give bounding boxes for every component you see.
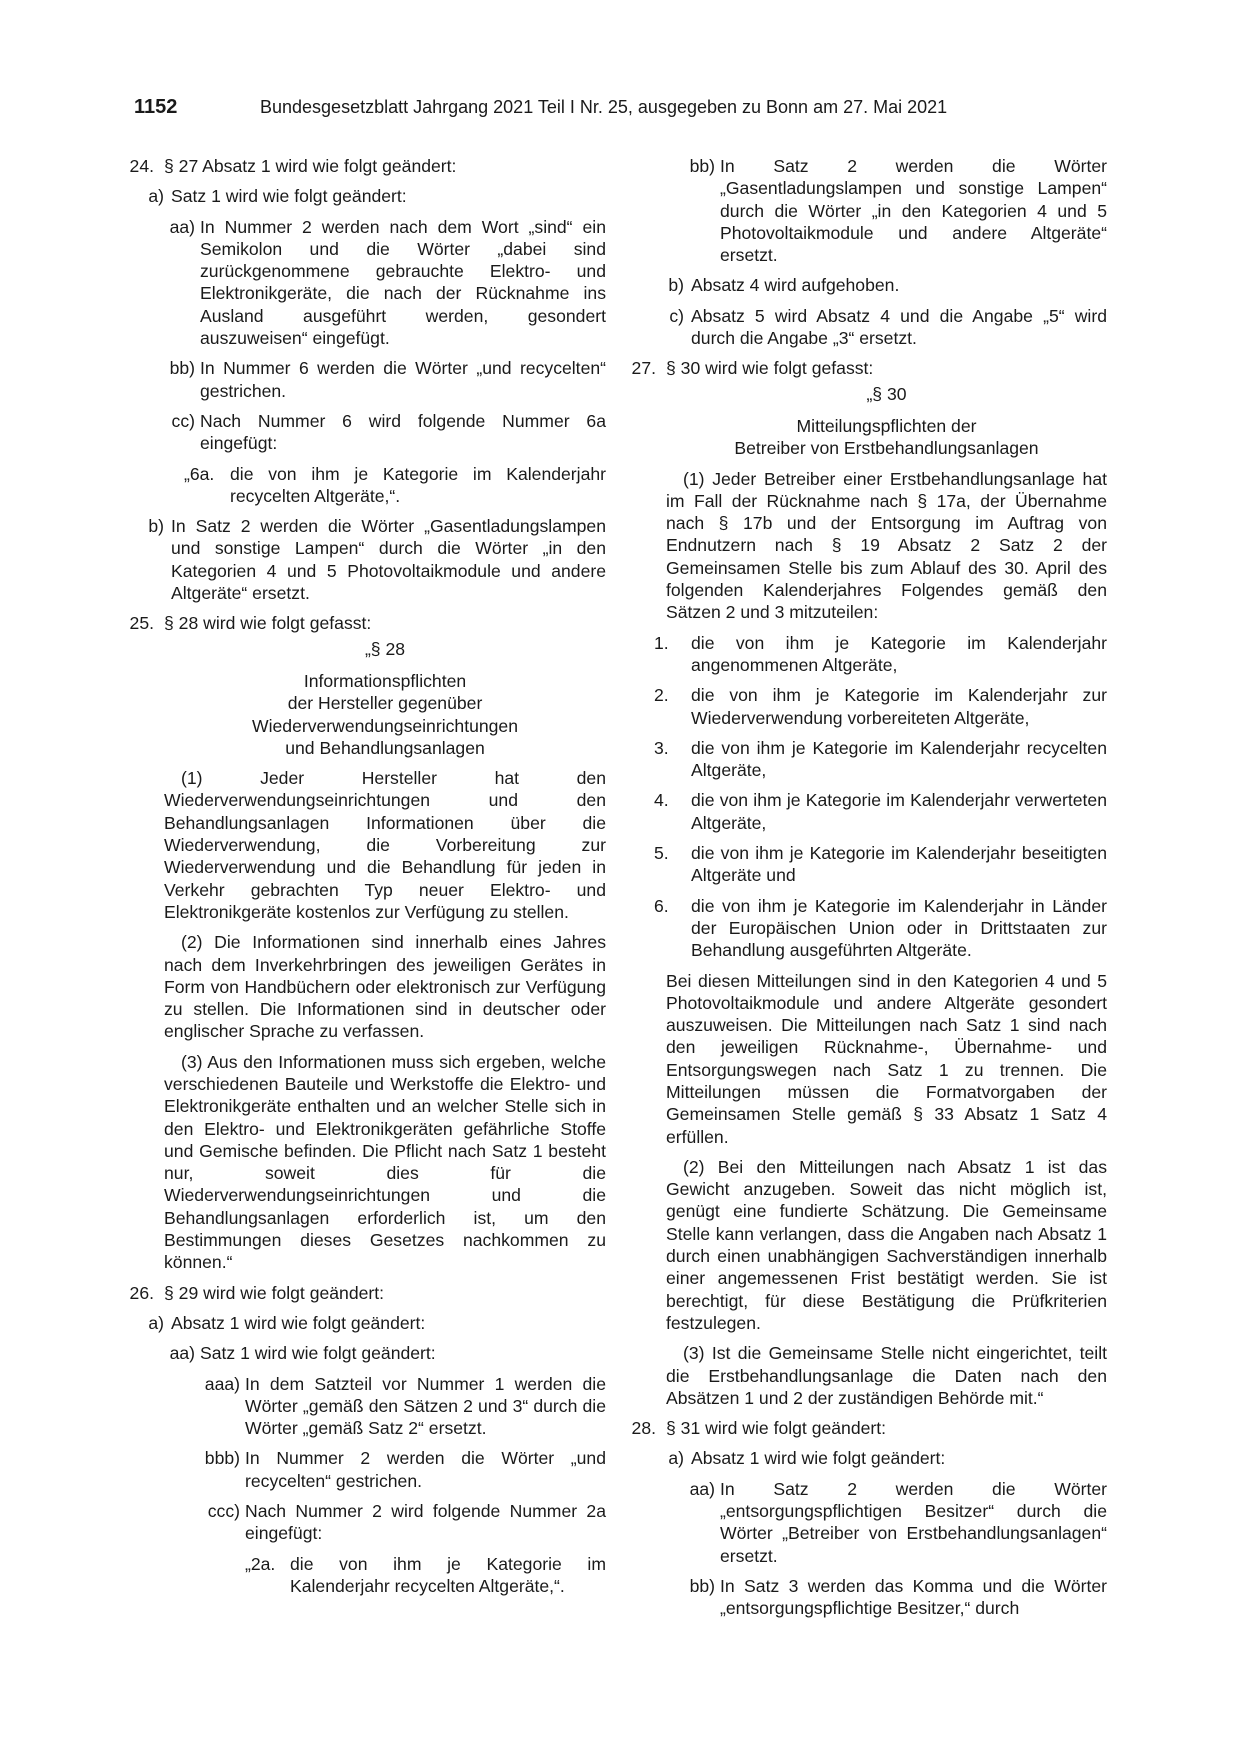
item-label: a) [148, 1312, 164, 1333]
item-label: cc) [171, 410, 195, 431]
paragraph: (2) Die Informationen sind innerhalb eines Jahres nach dem Inverkehrbringen des jeweiligen Gerätes in Form von Handbüchern oder elektronisch zur Verfügung zu stellen. Die Informationen sind in deutscher oder englischer Sprache zu verfassen. [164, 932, 606, 1042]
item-label: bb) [689, 156, 715, 176]
list-item [636, 1575, 1107, 1620]
section-heading: der Hersteller gegenüber [287, 693, 483, 714]
item-text: § 31 wird wie folgt geändert: [666, 1418, 887, 1439]
item-text: die von ihm je Kategorie im Kalenderjahr recycelten Altgeräte,“. [290, 1553, 606, 1596]
paragraph: (3) Ist die Gemeinsame Stelle nicht eingerichtet, teilt die Erstbehandlungsanlage die Daten nach den Absätzen 1 und 2 der zuständigen Behörde mit.“ [666, 1343, 1107, 1408]
item-label: bb) [689, 1575, 715, 1596]
list-item [636, 737, 1107, 782]
paragraph: (2) Bei den Mitteilungen nach Absatz 1 ist das Gewicht anzugeben. Soweit das nicht möglich ist, genügt eine fundierte Schätzung. Die Gemeinsame Stelle kann verlangen, dass die Angaben nach Absatz 1 durch einen unabhängigen Sachverständigen innerhalb einer angemessenen Frist bestätigt werden. Sie ist berechtigt, für diese Bestätigung die Prüfkriterien festzulegen. [666, 1156, 1107, 1333]
item-text: die von ihm je Kategorie im Kalenderjahr beseitigten Altgeräte und [691, 843, 1107, 886]
list-item [631, 1417, 1107, 1439]
list-item [636, 274, 1107, 296]
item-text: die von ihm je Kategorie im Kalenderjahr recycelten Altgeräte, [691, 737, 1107, 781]
list-item [134, 1312, 606, 1334]
list-item [134, 1500, 606, 1545]
list-item [134, 357, 606, 402]
list-item [129, 1282, 606, 1304]
item-text: § 29 wird wie folgt geändert: [164, 1282, 385, 1303]
item-text: § 30 wird wie folgt gefasst: [666, 358, 874, 379]
section-28 [134, 638, 606, 1274]
list-item [134, 1342, 606, 1364]
list-item [134, 515, 606, 604]
item-label: c) [669, 305, 684, 326]
item-label: 25. [129, 613, 154, 634]
item-text: die von ihm je Kategorie im Kalenderjahr angenommenen Altgeräte, [691, 632, 1107, 675]
item-text: Nach Nummer 6 wird folgende Nummer 6a eingefügt: [200, 410, 606, 454]
list-item [134, 185, 606, 207]
list-item [134, 410, 606, 455]
item-text: In Satz 2 werden die Wörter „Gasentladungslampen und sonstige Lampen“ durch die Wörter „in den Kategorien 4 und 5 Photovoltaikmodule und andere Altgeräte“ ersetzt. [171, 516, 606, 604]
section-heading: Informationspflichten [303, 670, 467, 691]
item-label: b) [148, 516, 164, 537]
section-heading: Betreiber von Erstbehandlungsanlagen [734, 438, 1039, 459]
page-number: 1152 [134, 96, 178, 118]
list-item [129, 155, 606, 177]
item-label: a) [668, 1448, 684, 1469]
section-heading: Wiederverwendungseinrichtungen [251, 715, 519, 736]
item-label: 3. [654, 737, 669, 758]
item-label: 26. [129, 1282, 154, 1303]
quoted-item [134, 1553, 606, 1598]
running-title: Bundesgesetzblatt Jahrgang 2021 Teil I Nr. 25, ausgegeben zu Bonn am 27. Mai 2021 [260, 97, 948, 117]
item-text: Absatz 4 wird aufgehoben. [691, 275, 900, 296]
item-label: 4. [654, 790, 669, 811]
quoted-item [134, 463, 606, 508]
paragraph: (1) Jeder Betreiber einer Erstbehandlungsanlage hat im Fall der Rücknahme nach § 17a, der Übernahme nach § 17b und der Entsorgung im Auftrag von Endnutzern nach § 19 Absatz 2 Satz 2 der Gemeinsamen Stelle bis zum Ablauf des 30. April des folgenden Kalenderjahres Folgendes gemäß den Sätzen 2 und 3 mitzuteilen: [666, 468, 1107, 623]
paragraph: (1) Jeder Hersteller hat den Wiederverwendungseinrichtungen und den Behandlungsanlagen Informationen über die Wiederverwendung, die Vorbereitung zur Wiederverwendung und die Behandlung für jeden in Verkehr gebrachten Typ neuer Elektro- und Elektronikgeräte kostenlos zur Verfügung zu stellen. [164, 768, 606, 922]
item-label: bbb) [204, 1448, 240, 1469]
list-item [636, 155, 1107, 266]
section-heading: und Behandlungsanlagen [285, 737, 485, 758]
item-label: „2a. [245, 1553, 276, 1574]
list-item [636, 305, 1107, 350]
item-text: die von ihm je Kategorie im Kalenderjahr in Länder der Europäischen Union oder in Drittstaaten zur Behandlung ausgeführten Altgeräte. [691, 895, 1107, 961]
item-text: die von ihm je Kategorie im Kalenderjahr zur Wiederverwendung vorbereiteten Altgeräte, [691, 685, 1107, 728]
item-label: 5. [654, 843, 669, 864]
paragraph: Bei diesen Mitteilungen sind in den Kategorien 4 und 5 Photovoltaikmodule und andere Altgeräte gesondert auszuweisen. Die Mitteilungen nach Satz 1 sind nach den jeweiligen Rücknahme-, Übernahme- und Entsorgungswegen nach Satz 1 zu trennen. Die Mitteilungen müssen die Formatvorgaben der Gemeinsamen Stelle gemäß § 33 Absatz 1 Satz 4 erfüllen. [666, 970, 1107, 1147]
list-item [636, 895, 1107, 962]
item-text: In Satz 2 werden die Wörter „entsorgungspflichtigen Besitzer“ durch die Wörter „Betreiber von Erstbehandlungsanlagen“ ersetzt. [720, 1478, 1107, 1566]
item-text: die von ihm je Kategorie im Kalenderjahr recycelten Altgeräte,“. [230, 463, 606, 506]
list-item [636, 1447, 1107, 1469]
list-item [636, 632, 1107, 677]
list-item [129, 612, 606, 634]
list-item [134, 216, 606, 350]
item-label: 1. [654, 632, 669, 653]
item-text: Satz 1 wird wie folgt geändert: [200, 1343, 436, 1364]
item-text: In Satz 3 werden das Komma und die Wörter „entsorgungspflichtige Besitzer,“ durch [720, 1575, 1107, 1619]
item-label: 6. [654, 895, 669, 916]
list-item [134, 1373, 606, 1440]
section-30-continued [636, 970, 1107, 1410]
list-item [636, 842, 1107, 887]
item-text: Nach Nummer 2 wird folgende Nummer 2a eingefügt: [245, 1501, 606, 1544]
section-heading: Mitteilungspflichten der [796, 415, 977, 436]
item-label: b) [668, 275, 684, 296]
item-text: Absatz 5 wird Absatz 4 und die Angabe „5“ wird durch die Angabe „3“ ersetzt. [691, 305, 1107, 349]
item-text: In Nummer 6 werden die Wörter „und recycelten“ gestrichen. [200, 358, 606, 401]
right-column [631, 155, 1107, 1628]
list-item [636, 684, 1107, 729]
item-label: aa) [169, 216, 195, 237]
section-number: „§ 28 [364, 638, 406, 659]
section-number: „§ 30 [866, 383, 907, 404]
list-item [636, 789, 1107, 834]
item-label: aaa) [204, 1373, 240, 1394]
section-30 [636, 383, 1107, 624]
item-label: aa) [169, 1343, 195, 1364]
item-text: In Nummer 2 werden nach dem Wort „sind“ ein Semikolon und die Wörter „dabei sind zurückgenommene gebrauchte Elektro- und Elektronikgeräte, die nach der Rücknahme ins Ausland ausgeführt werden, gesondert auszuweisen“ eingefügt. [200, 216, 606, 349]
page-header [0, 96, 1241, 124]
item-text: Absatz 1 wird wie folgt geändert: [171, 1312, 426, 1333]
item-text: die von ihm je Kategorie im Kalenderjahr verwerteten Altgeräte, [691, 790, 1107, 833]
list-item [631, 357, 1107, 379]
left-column [129, 155, 606, 1605]
item-label: aa) [689, 1478, 715, 1499]
item-label: 28. [631, 1418, 656, 1439]
item-text: Satz 1 wird wie folgt geändert: [171, 186, 407, 207]
item-label: a) [148, 186, 164, 207]
item-label: „6a. [184, 463, 215, 484]
item-label: bb) [169, 358, 195, 379]
item-label: 24. [129, 156, 154, 176]
item-label: 27. [631, 358, 656, 379]
list-item [134, 1447, 606, 1492]
item-text: Absatz 1 wird wie folgt geändert: [691, 1448, 946, 1469]
item-text: In Satz 2 werden die Wörter „Gasentladungslampen und sonstige Lampen“ durch die Wörter „in den Kategorien 4 und 5 Photovoltaikmodule und andere Altgeräte“ ersetzt. [720, 156, 1107, 266]
list-item [636, 1478, 1107, 1567]
item-label: 2. [654, 685, 669, 706]
item-text: § 28 wird wie folgt gefasst: [164, 613, 372, 634]
item-text: In Nummer 2 werden die Wörter „und recycelten“ gestrichen. [245, 1448, 606, 1491]
paragraph: (3) Aus den Informationen muss sich ergeben, welche verschiedenen Bauteile und Werkstoffe die Elektro- und Elektronikgeräte enthalten und an welcher Stelle sich in den Elektro- und Elektronikgeräten gefährliche Stoffe und Gemische befinden. Die Pflicht nach Satz 1 besteht nur, soweit dies für die Wiederverwendungseinrichtungen und die Behandlungsanlagen erforderlich ist, um den Bestimmungen dieses Gesetzes nachkommen zu können.“ [164, 1051, 606, 1273]
item-label: ccc) [207, 1501, 240, 1522]
item-text: In dem Satzteil vor Nummer 1 werden die Wörter „gemäß den Sätzen 2 und 3“ durch die Wörter „gemäß Satz 2“ ersetzt. [245, 1373, 606, 1439]
item-text: § 27 Absatz 1 wird wie folgt geändert: [164, 156, 457, 176]
